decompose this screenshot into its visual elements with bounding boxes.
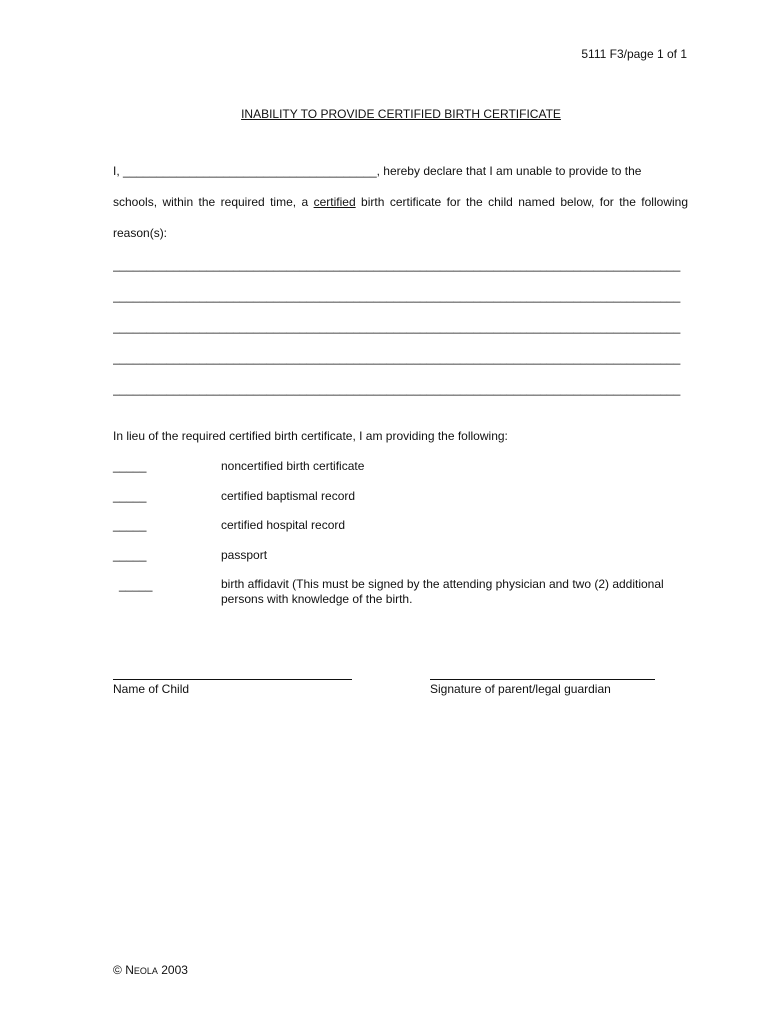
option-label-affidavit: birth affidavit (This must be signed by the attending physician and two (2) additional persons with knowledge of the birth. xyxy=(221,577,664,606)
declarant-name-field[interactable]: ______________________________________ xyxy=(123,164,377,178)
copyright-footer xyxy=(113,963,188,977)
declaration-line-2 xyxy=(113,195,688,209)
page-reference: 5111 F3/page 1 of 1 xyxy=(581,47,687,61)
option-checkbox-baptismal[interactable]: _____ xyxy=(113,489,147,503)
option-checkbox-affidavit[interactable]: _____ xyxy=(119,578,153,592)
option-label-hospital: certified hospital record xyxy=(221,518,346,532)
option-checkbox-passport[interactable]: _____ xyxy=(113,548,147,562)
option-checkbox-noncertified[interactable]: _____ xyxy=(113,459,147,473)
guardian-signature-line[interactable] xyxy=(430,679,655,680)
option-label-baptismal: certified baptismal record xyxy=(221,489,356,503)
copyright-year: 2003 xyxy=(161,963,188,977)
reason-line-5[interactable]: _____________________________________________________________________________________ xyxy=(113,382,681,396)
brand-initial: N xyxy=(125,963,134,977)
declaration-text: birth certificate for the child named below, for the following xyxy=(355,195,688,209)
brand-rest: EOLA xyxy=(133,966,158,976)
option-label-noncertified: noncertified birth certificate xyxy=(221,459,365,473)
form-title: INABILITY TO PROVIDE CERTIFIED BIRTH CERTIFICATE xyxy=(241,107,561,121)
guardian-signature-label: Signature of parent/legal guardian xyxy=(430,682,611,696)
certified-emphasis: certified xyxy=(313,195,356,209)
declaration-line-3: reason(s): xyxy=(113,226,168,240)
alternatives-intro: In lieu of the required certified birth certificate, I am providing the following: xyxy=(113,429,508,443)
child-name-line[interactable] xyxy=(113,679,352,680)
option-label-passport: passport xyxy=(221,548,268,562)
option-checkbox-hospital[interactable]: _____ xyxy=(113,518,147,532)
child-name-label: Name of Child xyxy=(113,682,190,696)
reason-line-2[interactable]: _____________________________________________________________________________________ xyxy=(113,289,681,303)
declaration-line-1 xyxy=(113,164,688,178)
reason-line-1[interactable]: _____________________________________________________________________________________ xyxy=(113,258,681,272)
declaration-suffix: , hereby declare that I am unable to provide to the xyxy=(376,164,642,178)
reason-line-4[interactable]: _____________________________________________________________________________________ xyxy=(113,351,681,365)
declaration-prefix: I, xyxy=(113,164,124,178)
copyright-symbol: © xyxy=(113,963,122,977)
declaration-text: schools, within the required time, a xyxy=(113,195,314,209)
reason-line-3[interactable]: _____________________________________________________________________________________ xyxy=(113,320,681,334)
